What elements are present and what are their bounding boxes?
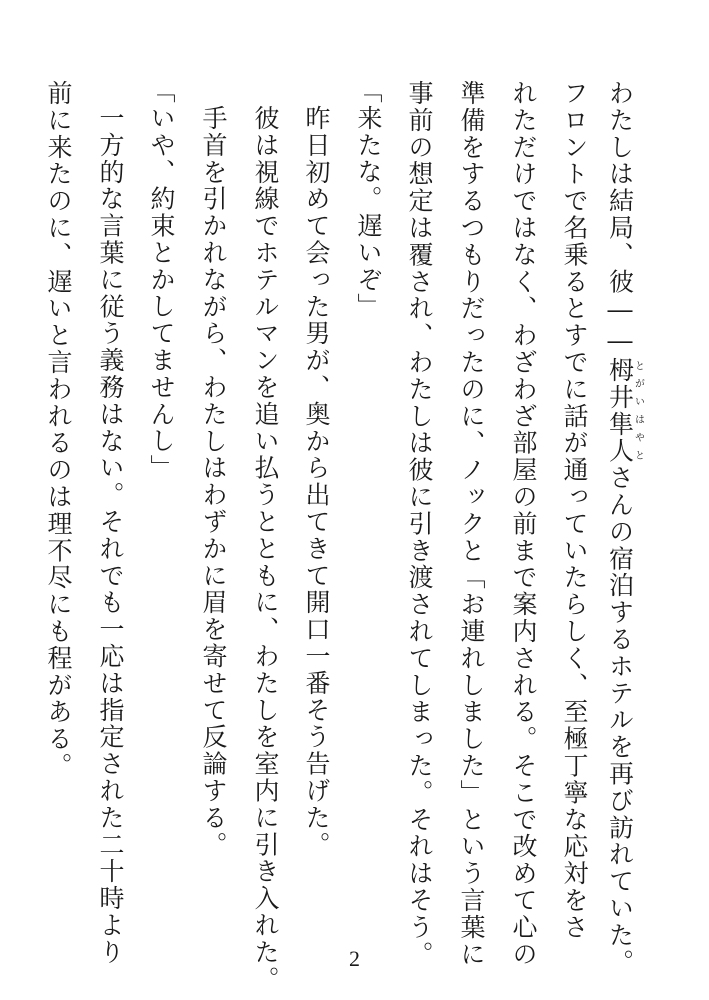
line-1-before: わたしは結局、彼―― [605, 80, 635, 357]
text-line-6: 「来たな。遅いぞ」 [354, 78, 383, 321]
text-line-11: 一方的な言葉に従う義務はない。それでも一応は指定された二十時より [96, 105, 125, 966]
line-1-after: さんの宿泊するホテルを再び訪れていた。 [605, 464, 635, 976]
text-line-2: フロントで名乗るとすでに話が通っていたらしく、至極丁寧な応対をさ [560, 80, 589, 941]
text-line-7: 昨日初めて会った男が、奥から出てきて開口一番そう告げた。 [302, 105, 331, 859]
text-line-8: 彼は視線でホテルマンを追い払うとともに、わたしを室内に引き入れた。 [251, 105, 280, 993]
page-number: 2 [349, 946, 360, 971]
text-line-12: 前に来たのに、遅いと言われるのは理不尽にも程がある。 [44, 80, 73, 780]
name-with-furigana [605, 357, 644, 465]
text-line-4: 準備をするつもりだったのに、ノックと「お連れしました」という言葉に [457, 80, 486, 968]
ruby-base: 栂井隼人 [605, 357, 635, 465]
text-line-5: 事前の想定は覆され、わたしは彼に引き渡されてしまった。それはそう。 [405, 80, 434, 968]
text-line-3: れただけではなく、わざわざ部屋の前まで案内される。そこで改めて心の [509, 80, 538, 968]
text-line-1 [605, 80, 644, 976]
text-line-9: 手首を引かれながら、わたしはわずかに眉を寄せて反論する。 [199, 105, 228, 859]
text-line-10: 「いや、約束とかしてませんし」 [147, 78, 176, 482]
ruby-reading: とがいはやと [632, 357, 644, 465]
